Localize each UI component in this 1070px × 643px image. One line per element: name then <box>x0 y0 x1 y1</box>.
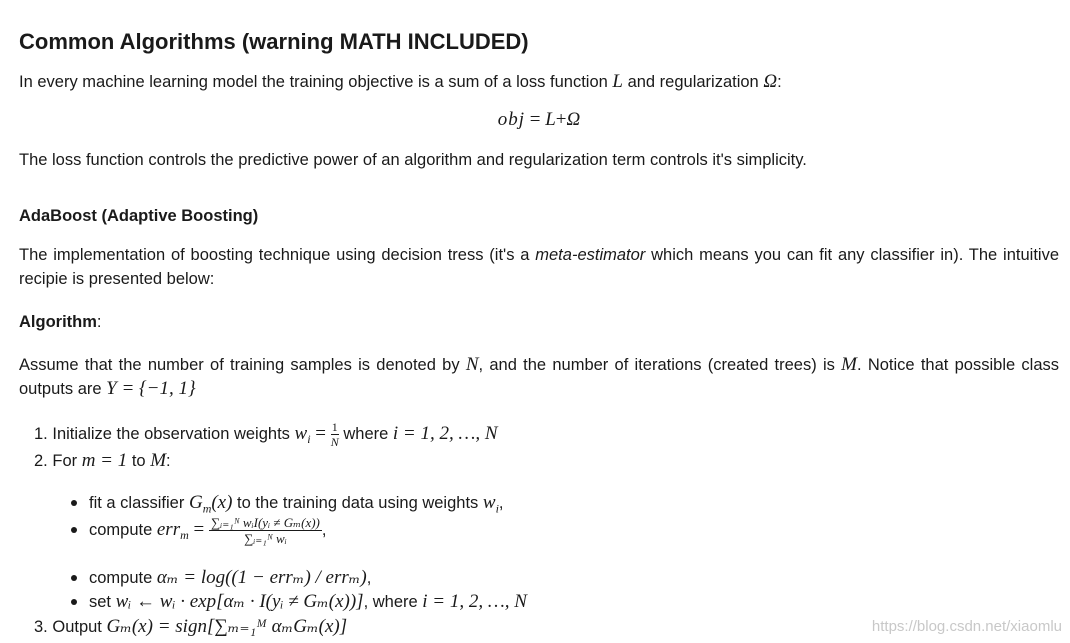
step-2-number: 2. <box>34 452 48 470</box>
error-denominator: ∑ᵢ₌₁ᴺ wᵢ <box>244 531 287 546</box>
iterations-symbol: M <box>841 354 857 375</box>
objective-loss: L <box>545 109 556 130</box>
bullet-4-text: set <box>89 593 116 611</box>
intro-text: In every machine learning model the training objective is a sum of a loss function <box>19 73 613 91</box>
bullet-icon <box>71 599 77 605</box>
weight-update-formula: wᵢ ← wᵢ · exp[αₘ · I(yᵢ ≠ Gₘ(x))] <box>115 591 364 612</box>
classifier-subscript: m <box>202 501 212 516</box>
intro-colon: : <box>777 73 782 91</box>
bullet-4-range: i = 1, 2, …, N <box>422 591 527 612</box>
meta-estimator-emphasis: meta-estimator <box>535 246 646 264</box>
classifier-symbol: G <box>188 492 203 513</box>
bullet-2-comma: , <box>321 520 327 539</box>
bullet-icon <box>71 527 77 533</box>
bullet-set-weights <box>71 590 527 614</box>
loss-symbol: L <box>612 71 623 92</box>
adaboost-desc-text: The implementation of boosting technique using decision tress (it's a <box>19 246 536 264</box>
step-1-where: where <box>338 424 393 443</box>
assumption-paragraph <box>19 353 1059 401</box>
bullet-4-where: , where <box>363 593 423 611</box>
adaboost-heading: AdaBoost (Adaptive Boosting) <box>19 207 259 225</box>
loop-start: m = 1 <box>81 450 128 471</box>
objective-plus: + <box>555 109 567 130</box>
assume-text-after: . Notice that possible class outputs are <box>19 356 1060 398</box>
step-3-text: Output <box>52 618 107 636</box>
step-2-to: to <box>127 452 151 470</box>
bullet-1-weight-subscript: i <box>495 501 499 516</box>
error-subscript: m <box>180 528 189 543</box>
objective-reg: Ω <box>566 109 581 130</box>
objective-equation <box>19 107 1059 133</box>
step-2-for: For <box>52 452 82 470</box>
assume-text-middle: , and the number of iterations (created trees) is <box>478 356 842 374</box>
samples-symbol: N <box>465 354 479 375</box>
bullet-3-text: compute <box>89 569 157 587</box>
error-fraction <box>209 516 322 545</box>
objective-equals: = <box>525 109 546 130</box>
step-1-text: Initialize the observation weights <box>52 424 295 443</box>
objective-lhs: obj <box>497 109 525 130</box>
regularization-symbol: Ω <box>763 71 778 92</box>
output-formula: Gₘ(x) = sign[∑ₘ₌₁ᴹ αₘGₘ(x)] <box>106 616 348 637</box>
loop-end: M <box>150 450 167 471</box>
bullet-icon <box>71 575 77 581</box>
bullet-1-text: fit a classifier <box>89 494 189 512</box>
fraction-denominator: N <box>330 435 339 449</box>
bullet-1-comma: , <box>498 494 504 512</box>
error-equals: = <box>188 518 209 540</box>
weight-subscript: i <box>307 432 311 447</box>
bullet-1-weight: w <box>482 492 496 513</box>
step-1 <box>34 421 498 451</box>
one-over-n-fraction <box>331 421 339 448</box>
fraction-numerator: 1 <box>331 420 338 434</box>
watermark: https://blog.csdn.net/xiaomlu <box>871 618 1062 635</box>
bullet-icon <box>71 500 77 506</box>
error-symbol: err <box>156 518 181 540</box>
weight-symbol: w <box>294 422 308 444</box>
page-title: Common Algorithms (warning MATH INCLUDED) <box>19 29 529 54</box>
algorithm-colon: : <box>96 313 102 331</box>
intro-paragraph <box>19 70 782 94</box>
bullet-2-text: compute <box>89 520 157 539</box>
classifier-argument: (x) <box>211 492 233 513</box>
bullet-compute-error <box>71 516 326 547</box>
loss-description: The loss function controls the predictive power of an algorithm and regularization term controls it's simplicity. <box>19 151 807 169</box>
bullet-compute-alpha <box>71 566 371 590</box>
step-2 <box>34 449 171 473</box>
adaboost-desc-text-after: which means you can fit any classifier in). The intuitive recipie is presented below: <box>19 246 1059 288</box>
assume-text: Assume that the number of training samples is denoted by <box>19 356 466 374</box>
step-1-equals: = <box>310 422 331 444</box>
error-numerator: ∑ᵢ₌₁ᴺ wᵢI(yᵢ ≠ Gₘ(x)) <box>211 515 320 530</box>
step-3 <box>34 615 347 639</box>
intro-text-middle: and regularization <box>622 73 764 91</box>
algorithm-label-line <box>19 310 102 334</box>
step-1-range: i = 1, 2, …, N <box>392 422 498 444</box>
alpha-formula: αₘ = log((1 − errₘ) / errₘ) <box>156 567 367 588</box>
step-1-number: 1. <box>34 424 48 443</box>
step-2-colon: : <box>166 452 171 470</box>
class-outputs-formula: Y = {−1, 1} <box>106 378 196 399</box>
bullet-3-comma: , <box>366 569 372 587</box>
step-3-number: 3. <box>34 618 48 636</box>
adaboost-description <box>19 243 1059 291</box>
bullet-1-text-after: to the training data using weights <box>232 494 483 512</box>
algorithm-label: Algorithm <box>19 313 97 331</box>
